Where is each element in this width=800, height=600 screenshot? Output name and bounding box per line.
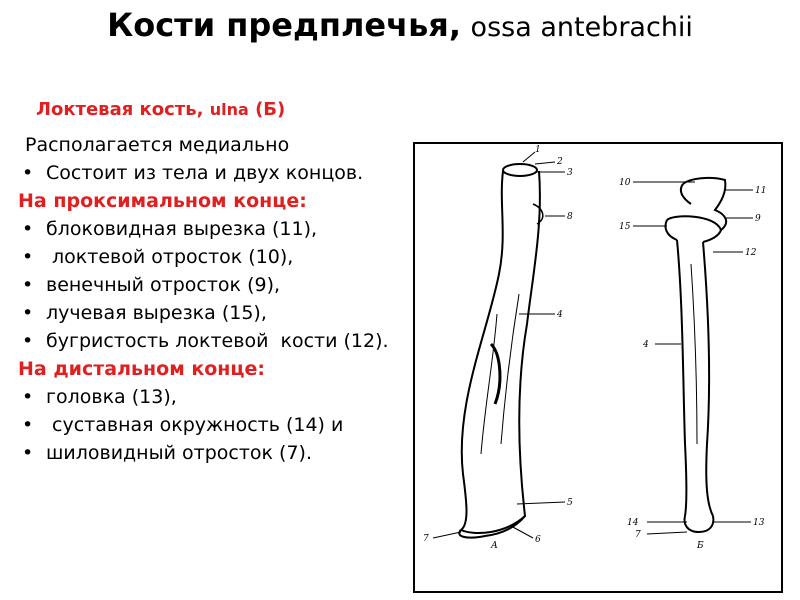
bullet-item: • шиловидный отросток (7).	[18, 439, 408, 467]
label: 5	[567, 498, 573, 508]
label: 13	[753, 518, 765, 528]
section-heading: На проксимальном конце:	[18, 190, 307, 212]
label: 12	[745, 248, 757, 258]
subtitle-suffix: (Б)	[255, 99, 286, 120]
slide-title	[0, 4, 800, 49]
bullet-item: • Состоит из тела и двух концов.	[18, 159, 408, 187]
bullet-item: • бугристость локтевой кости (12).	[18, 327, 408, 355]
labels-a	[423, 145, 573, 551]
bullet-item: • блоковидная вырезка (11),	[18, 215, 408, 243]
label: 2	[557, 157, 563, 167]
label: 10	[619, 178, 631, 188]
label: 4	[557, 310, 563, 320]
bone-illustration	[413, 142, 783, 593]
bone-a	[459, 164, 543, 538]
bullet-item: • лучевая вырезка (15),	[18, 299, 408, 327]
description-list	[18, 131, 408, 467]
labels-b	[619, 178, 766, 551]
label: 7	[423, 534, 429, 544]
bullet-item: • локтевой отросток (10),	[18, 243, 408, 271]
label: 6	[535, 535, 541, 545]
label: 1	[535, 145, 541, 155]
label: 3	[567, 168, 573, 178]
label: 4	[643, 340, 649, 350]
label: 8	[567, 212, 573, 222]
section-heading: На дистальном конце:	[18, 358, 265, 380]
bullet-item: • головка (13),	[18, 383, 408, 411]
subtitle-prefix: Локтевая кость,	[36, 99, 204, 120]
subtitle-latin: ulna	[209, 100, 249, 119]
label: Б	[697, 541, 704, 551]
subtitle	[36, 99, 285, 120]
label: 15	[619, 222, 631, 232]
label: 14	[627, 518, 639, 528]
bone-drawing	[415, 144, 781, 591]
label: А	[491, 541, 498, 551]
bullet-item: • венечный отросток (9),	[18, 271, 408, 299]
text-line: Располагается медиально	[25, 134, 290, 156]
label: 9	[755, 214, 761, 224]
bullet-item: • суставная окружность (14) и	[18, 411, 408, 439]
bone-b	[665, 178, 726, 532]
title-latin: ossa antebrachii	[470, 12, 693, 43]
label: 11	[755, 186, 767, 196]
title-main: Кости предплечья,	[107, 6, 461, 44]
label: 7	[635, 530, 641, 540]
